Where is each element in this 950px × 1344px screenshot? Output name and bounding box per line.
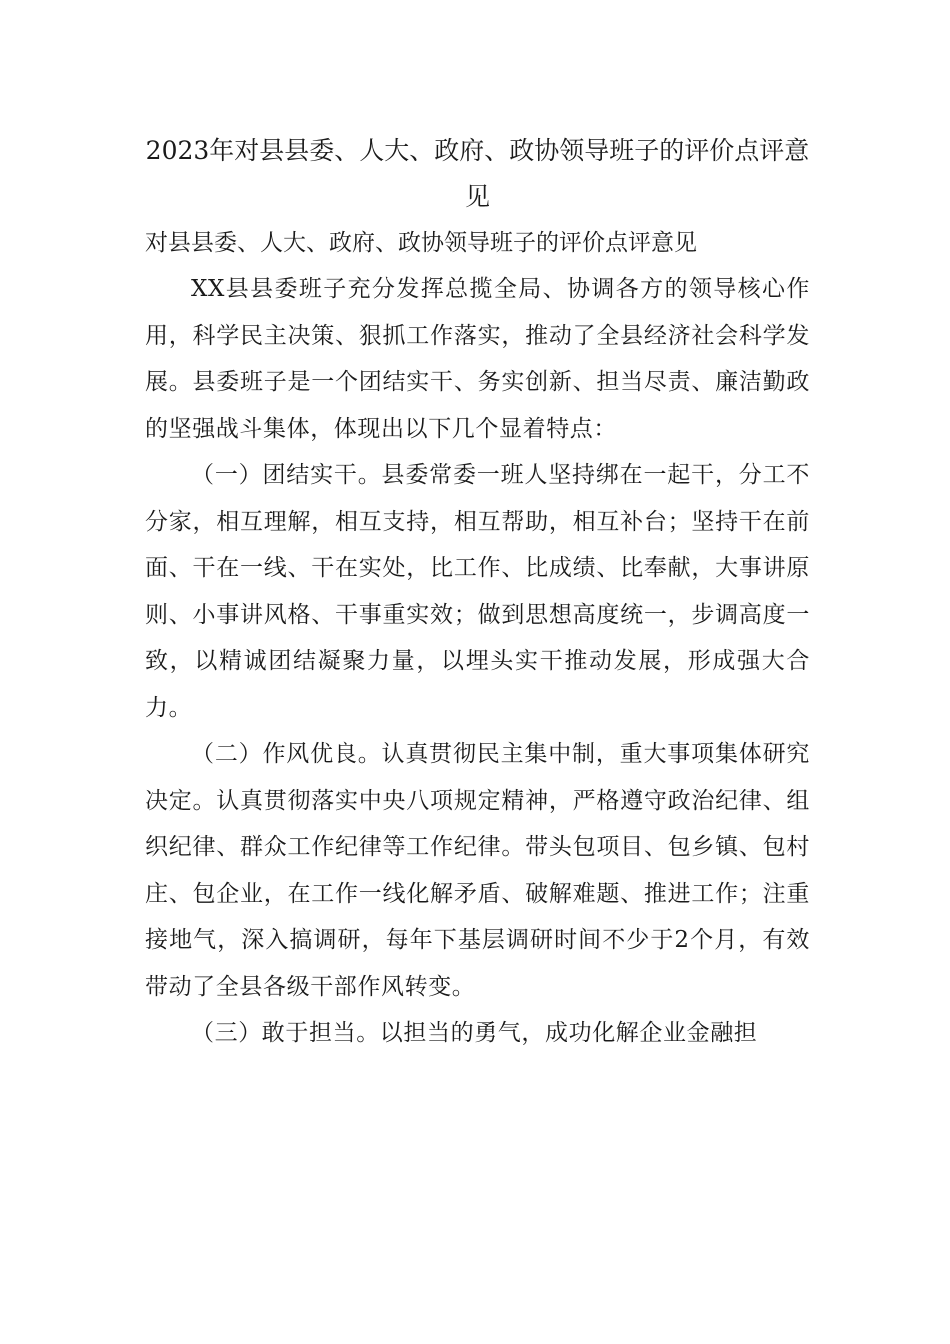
paragraph-intro: XX县县委班子充分发挥总揽全局、协调各方的领导核心作用，科学民主决策、狠抓工作落实，推动了全县经济社会科学发展。县委班子是一个团结实干、务实创新、担当尽责、廉洁勤政的坚强战斗集体，体现出以下几个显着特点： [145,276,810,442]
paragraph-section-3: （三）敢于担当。以担当的勇气，成功化解企业金融担 [191,1020,758,1046]
paragraph-section-2: （二）作风优良。认真贯彻民主集中制，重大事项集体研究决定。认真贯彻落实中央八项规定精神，严格遵守政治纪律、组织纪律、群众工作纪律等工作纪律。带头包项目、包乡镇、包村庄、包企业，在工作一线化解矛盾、破解难题、推进工作；注重接地气，深入搞调研，每年下基层调研时间不少于2个月，有效带动了全县各级干部作风转变。 [145,741,810,1000]
document-title: 2023年对县县委、人大、政府、政协领导班子的评价点评意见 [145,136,810,211]
document-subtitle: 对县县委、人大、政府、政协领导班子的评价点评意见 [145,230,697,256]
paragraph-section-1: （一）团结实干。县委常委一班人坚持绑在一起干，分工不分家，相互理解，相互支持，相互帮助，相互补台；坚持干在前面、干在一线、干在实处，比工作、比成绩、比奉献，大事讲原则、小事讲风格、干事重实效；做到思想高度统一，步调高度一致，以精诚团结凝聚力量，以埋头实干推动发展，形成强大合力。 [145,462,810,721]
document-body [145,128,810,1057]
